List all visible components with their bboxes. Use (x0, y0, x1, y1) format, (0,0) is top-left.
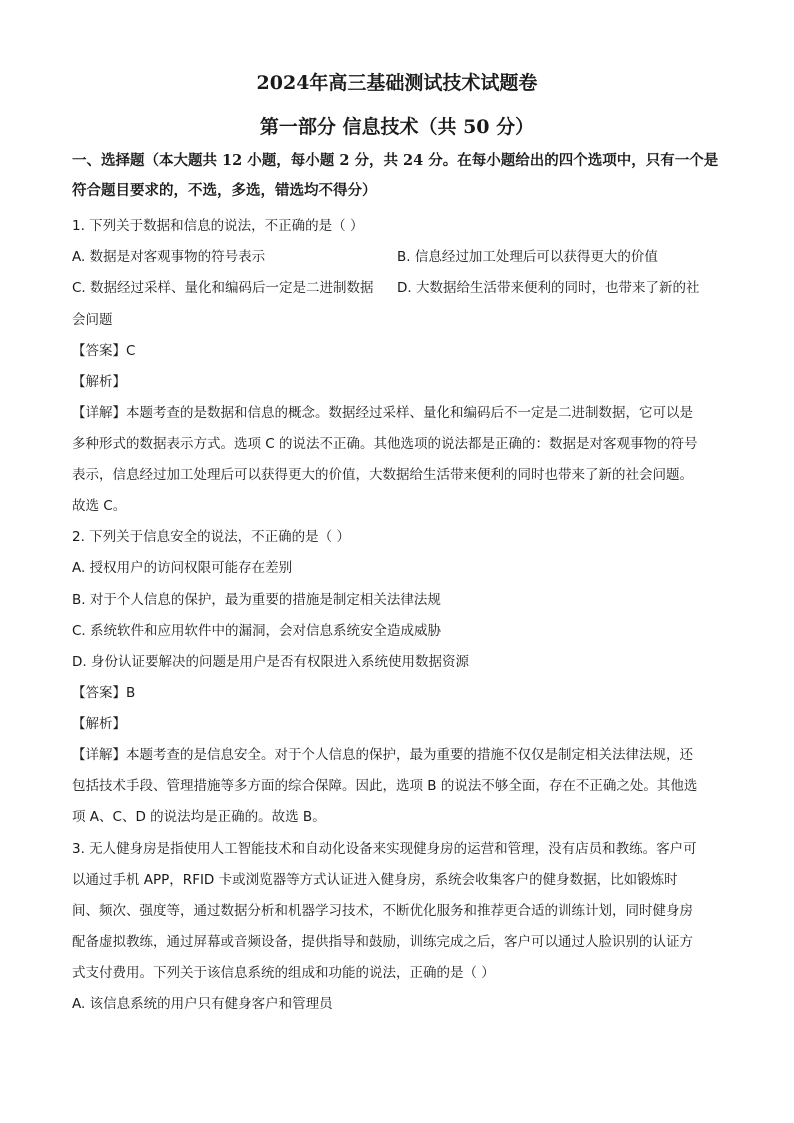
q1-option-d: D. 大数据给生活带来便利的同时，也带来了新的社 (397, 280, 700, 296)
q2-option-c: C. 系统软件和应用软件中的漏洞，会对信息系统安全造成威胁 (72, 623, 442, 639)
q2-option-a: A. 授权用户的访问权限可能存在差别 (72, 560, 293, 576)
q1-option-d-continued: 会问题 (72, 312, 113, 328)
question-3-stem-line: 3. 无人健身房是指使用人工智能技术和自动化设备来实现健身房的运营和管理，没有店员和教练。客户可 (72, 841, 697, 857)
part-title: 第一部分 信息技术（共 50 分） (259, 116, 535, 138)
q2-detail-line: 项 A、C、D 的说法均是正确的。故选 B。 (72, 809, 326, 825)
question-1-stem: 1. 下列关于数据和信息的说法，不正确的是（ ） (72, 218, 364, 234)
q1-detail-line: 故选 C。 (72, 498, 127, 514)
exam-title: 2024年高三基础测试技术试题卷 (256, 72, 538, 94)
q1-option-b: B. 信息经过加工处理后可以获得更大的价值 (397, 249, 658, 265)
q2-detail-line: 【详解】本题考查的是信息安全。对于个人信息的保护，最为重要的措施不仅仅是制定相关法律法规，还 (72, 747, 693, 763)
q2-option-b: B. 对于个人信息的保护，最为重要的措施是制定相关法律法规 (72, 592, 441, 608)
q1-answer: 【答案】C (72, 343, 136, 359)
q1-option-c: C. 数据经过采样、量化和编码后一定是二进制数据 (72, 280, 374, 296)
q2-detail-line: 包括技术手段、管理措施等多方面的综合保障。因此，选项 B 的说法不够全面，存在不正确之处。其他选 (72, 778, 698, 794)
q2-option-d: D. 身份认证要解决的问题是用户是否有权限进入系统使用数据资源 (72, 654, 469, 670)
q3-option-a: A. 该信息系统的用户只有健身客户和管理员 (72, 996, 333, 1012)
q1-option-a: A. 数据是对客观事物的符号表示 (72, 249, 266, 265)
q2-analysis-label: 【解析】 (72, 716, 126, 732)
question-3-stem-line: 式支付费用。下列关于该信息系统的组成和功能的说法，正确的是（ ） (72, 965, 495, 981)
q2-answer: 【答案】B (72, 685, 136, 701)
q1-detail-line: 多种形式的数据表示方式。选项 C 的说法不正确。其他选项的说法都是正确的：数据是对客观事物的符号 (72, 436, 698, 452)
section-header: 一、选择题（本大题共 12 小题，每小题 2 分，共 24 分。在每小题给出的四个选项中，只有一个是符合题目要求的，不选，多选，错选均不得分） (72, 152, 719, 199)
q1-analysis-label: 【解析】 (72, 374, 126, 390)
question-3-stem-line: 间、频次、强度等，通过数据分析和机器学习技术，不断优化服务和推荐更合适的训练计划，同时健身房 (72, 903, 693, 919)
question-3-stem-line: 以通过手机 APP，RFID 卡或浏览器等方式认证进入健身房，系统会收集客户的健身数据，比如锻炼时 (72, 872, 678, 888)
q1-detail-line: 表示，信息经过加工处理后可以获得更大的价值，大数据给生活带来便利的同时也带来了新的社会问题。 (72, 467, 693, 483)
question-2-stem: 2. 下列关于信息安全的说法，不正确的是（ ） (72, 529, 350, 545)
question-3-stem-line: 配备虚拟教练，通过屏幕或音频设备，提供指导和鼓励，训练完成之后，客户可以通过人脸识别的认证方 (72, 934, 693, 950)
q1-detail-line: 【详解】本题考查的是数据和信息的概念。数据经过采样、量化和编码后不一定是二进制数据，它可以是 (72, 405, 693, 421)
